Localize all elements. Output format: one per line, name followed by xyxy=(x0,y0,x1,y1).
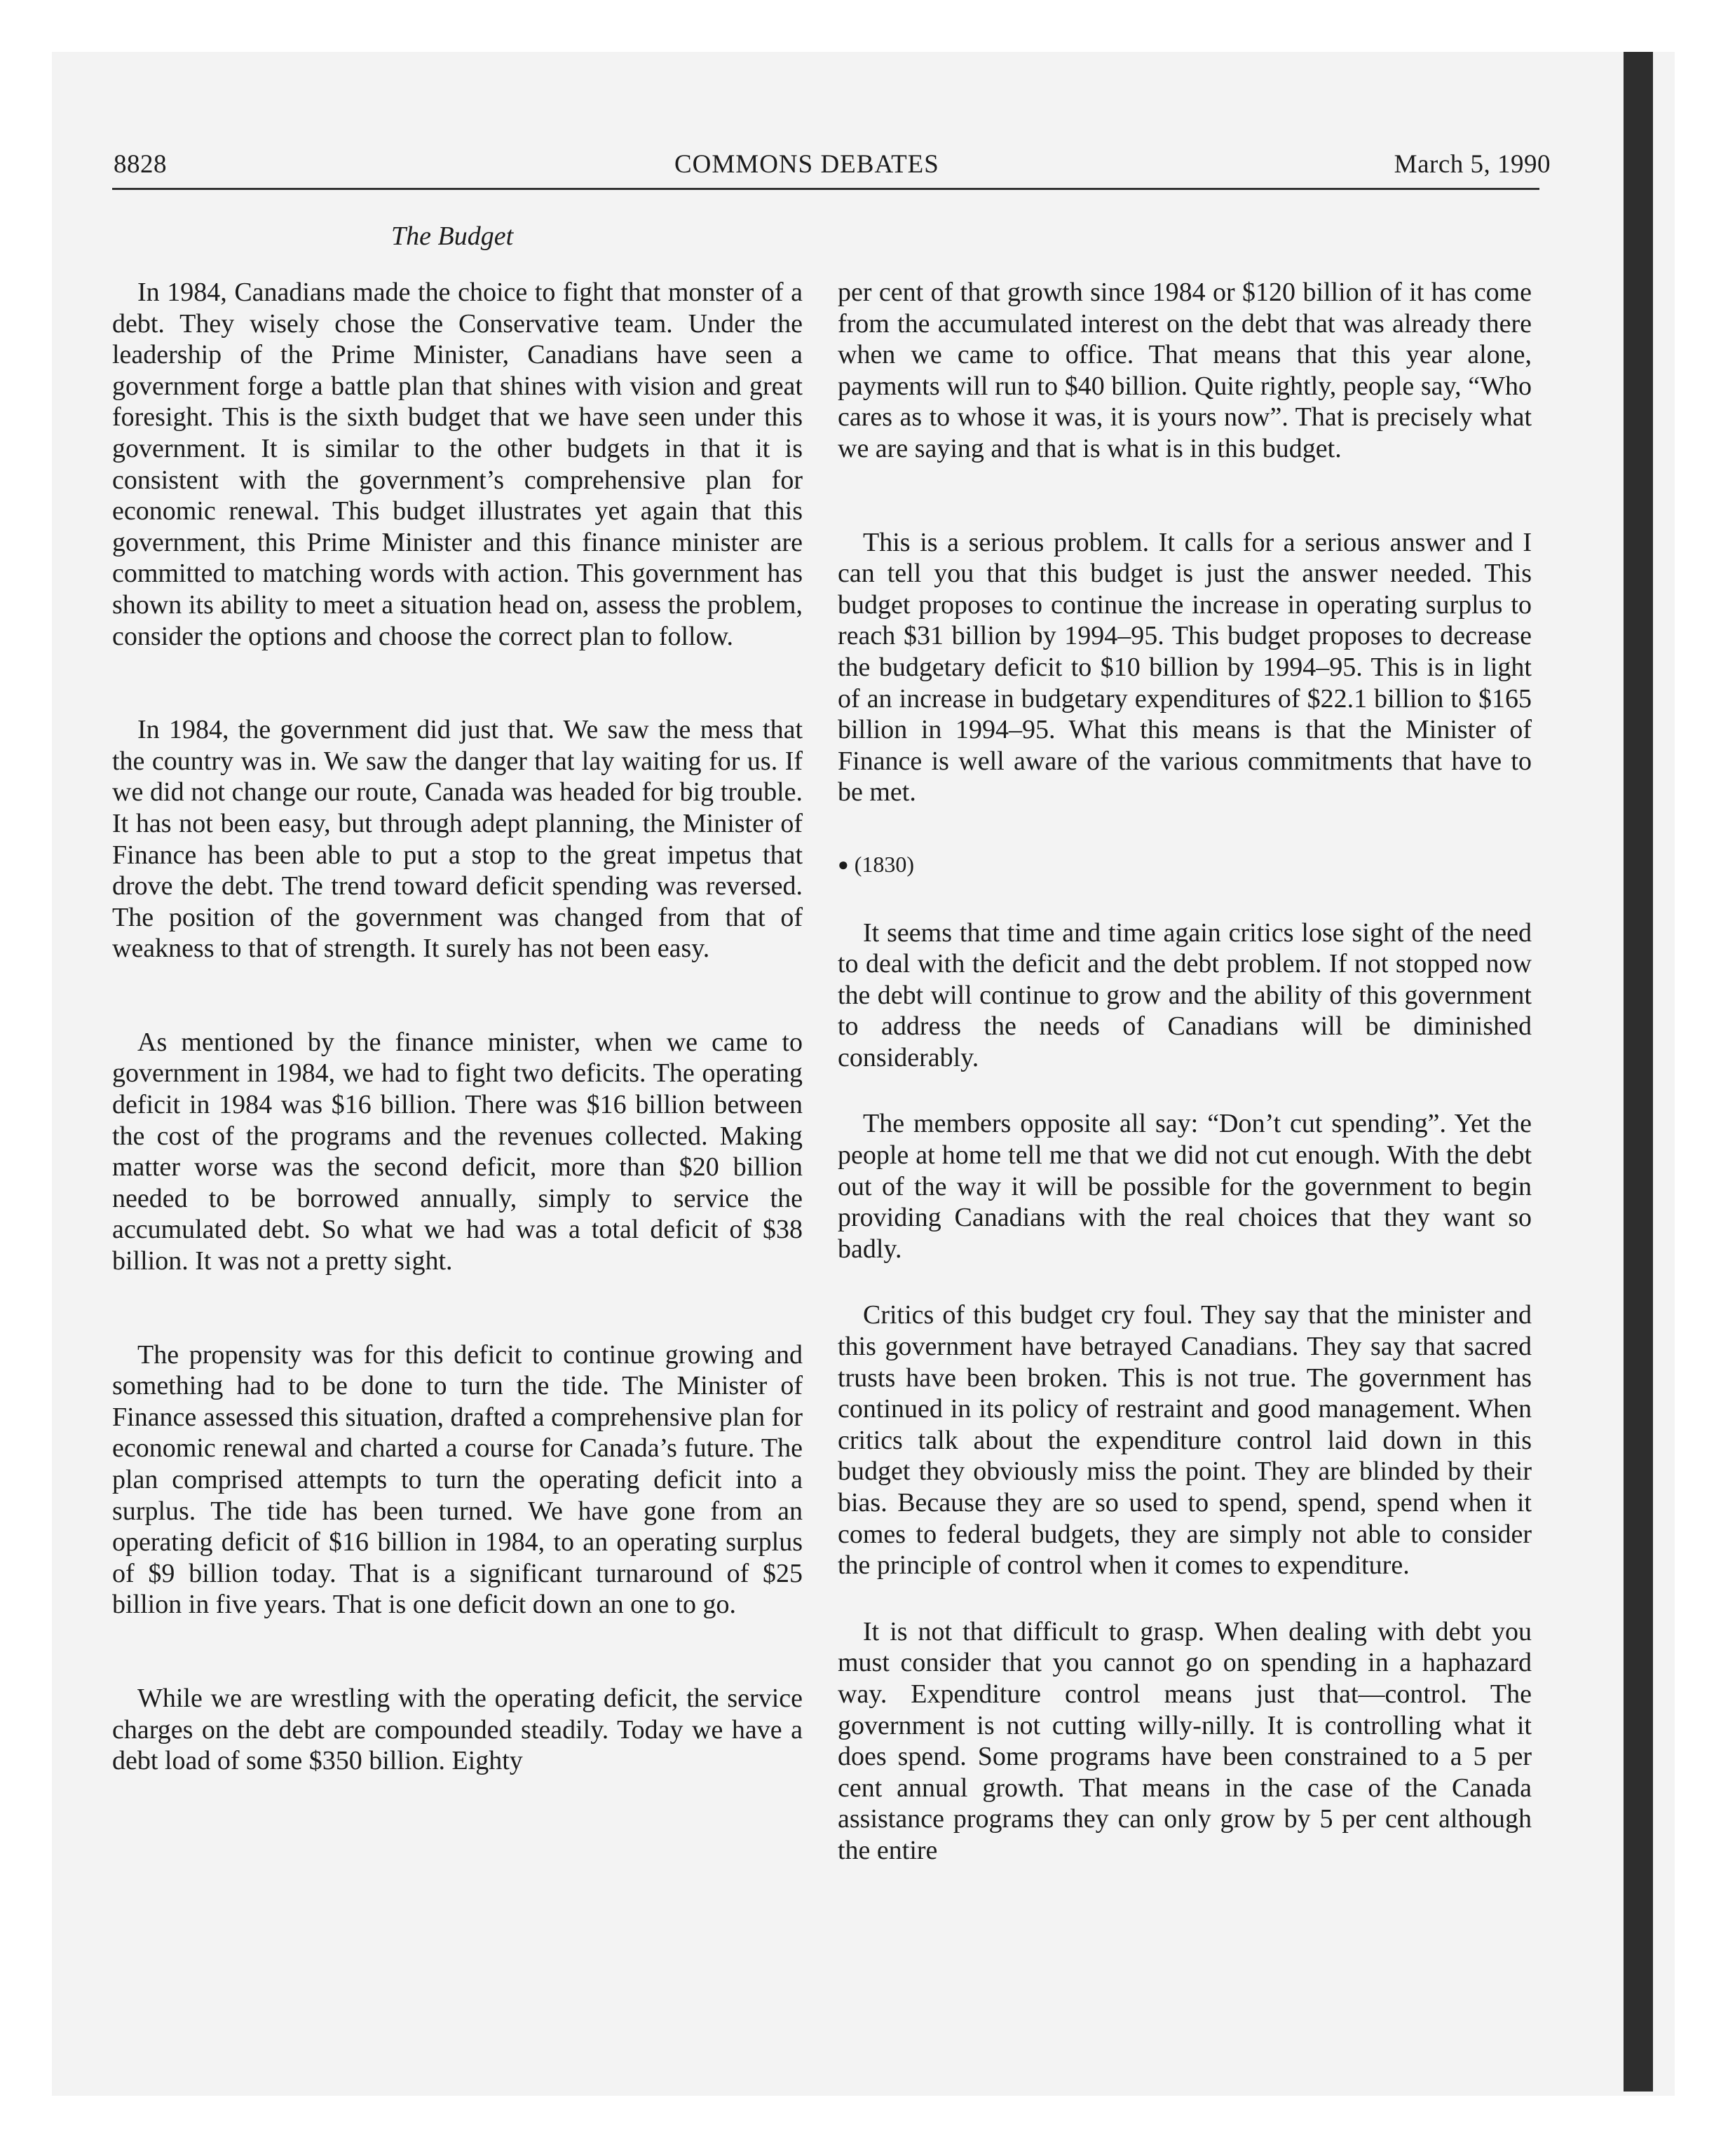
page-number: 8828 xyxy=(114,150,167,179)
journal-title: COMMONS DEBATES xyxy=(674,150,939,179)
paragraph: Critics of this budget cry foul. They say that the minister and this government have betrayed Canadians. They say that sacred trusts have been broken. This is not true. The government has continued in its policy of restraint and good management. When critics talk about the expenditure control laid down in this budget they obviously miss the point. They are blinded by their bias. Because they are so used to spend, spend, spend when it comes to federal budgets, they are simply not able to consider the principle of control when it comes to expenditure. xyxy=(838,1300,1532,1581)
paragraph: The propensity was for this deficit to continue growing and something had to be done to turn the tide. The Minister of Finance assessed this situation, drafted a comprehensive plan for economic renewal and charted a course for Canada’s future. The plan comprised attempts to turn the operating deficit into a surplus. The tide has been turned. We have gone from an operating deficit of $16 billion in 1984, to an operating surplus of $9 billion today. That is a significant turnaround of $25 billion in five years. That is one deficit down an one to go. xyxy=(112,1339,803,1620)
time-marker xyxy=(838,849,1532,881)
paragraph: The members opposite all say: “Don’t cut spending”. Yet the people at home tell me that we did not cut enough. With the debt out of the way it will be possible for the government to begin providing Canadians with the real choices that they want so badly. xyxy=(838,1109,1532,1264)
paragraph-continuation: per cent of that growth since 1984 or $120 billion of it has come from the accumulated interest on the debt that was already there when we came to office. That means that this year alone, payments will run to $40 billion. Quite rightly, people say, “Who cares as to whose it was, it is yours now”. That is precisely what we are saying and that is what is in this budget. xyxy=(838,278,1532,463)
scan-edge-shadow xyxy=(1624,52,1653,2092)
header-date: March 5, 1990 xyxy=(1394,150,1551,179)
section-title: The Budget xyxy=(391,221,514,251)
bullet-icon: ● xyxy=(838,854,849,875)
paragraph: This is a serious problem. It calls for a serious answer and I can tell you that this budget is just the answer needed. This budget proposes to continue the increase in operating surplus to reach $31 billion by 1994–95. This budget proposes to decrease the budgetary deficit to $10 billion by 1994–95. This is in light of an increase in budgetary expenditures of $22.1 billion to $165 billion in 1994–95. What this means is that the Minister of Finance is well aware of the various commitments that have to be met. xyxy=(838,527,1532,807)
time-marker-text: (1830) xyxy=(854,851,915,877)
paragraph: As mentioned by the finance minister, when we came to government in 1984, we had to fight two deficits. The operating deficit in 1984 was $16 billion. There was $16 billion between the cost of the programs and the revenues collected. Making matter worse was the second deficit, more than $20 billion needed to be borrowed annually, simply to service the accumulated debt. So what we had was a total deficit of $38 billion. It was not a pretty sight. xyxy=(112,1027,803,1276)
paragraph: It is not that difficult to grasp. When dealing with debt you must consider that you cannot go on spending in a haphazard way. Expenditure control means just that—control. The government is not cutting willy-nilly. It is controlling what it does spend. Some programs have been constrained to a 5 per cent annual growth. That means in the case of the Canada assistance programs they can only grow by 5 per cent although the entire xyxy=(838,1616,1532,1865)
header-rule xyxy=(112,188,1539,190)
paragraph: While we are wrestling with the operating deficit, the service charges on the debt are compounded steadily. Today we have a debt load of some $350 billion. Eighty xyxy=(112,1683,803,1776)
paragraph: In 1984, Canadians made the choice to fight that monster of a debt. They wisely chose the Conservative team. Under the leadership of the Prime Minister, Canadians have seen a government forge a battle plan that shines with vision and great foresight. This is the sixth budget that we have seen under this government. It is similar to the other budgets in that it is consistent with the government’s comprehensive plan for economic renewal. This budget illustrates yet again that this government, this Prime Minister and this finance minister are committed to matching words with action. This government has shown its ability to meet a situation head on, assess the problem, consider the options and choose the correct plan to follow. xyxy=(112,278,803,651)
paragraph: It seems that time and time again critics lose sight of the need to deal with the deficit and the debt problem. If not stopped now the debt will continue to grow and the ability of this government to address the needs of Canadians will be diminished considerably. xyxy=(838,917,1532,1072)
left-column xyxy=(112,277,803,1777)
right-column xyxy=(838,277,1532,1867)
paragraph: In 1984, the government did just that. We saw the mess that the country was in. We saw the danger that lay waiting for us. If we did not change our route, Canada was headed for big trouble. It has not been easy, but through adept planning, the Minister of Finance has been able to put a stop to the great impetus that drove the debt. The trend toward deficit spending was reversed. The position of the government was changed from that of weakness to that of strength. It surely has not been easy. xyxy=(112,715,803,964)
